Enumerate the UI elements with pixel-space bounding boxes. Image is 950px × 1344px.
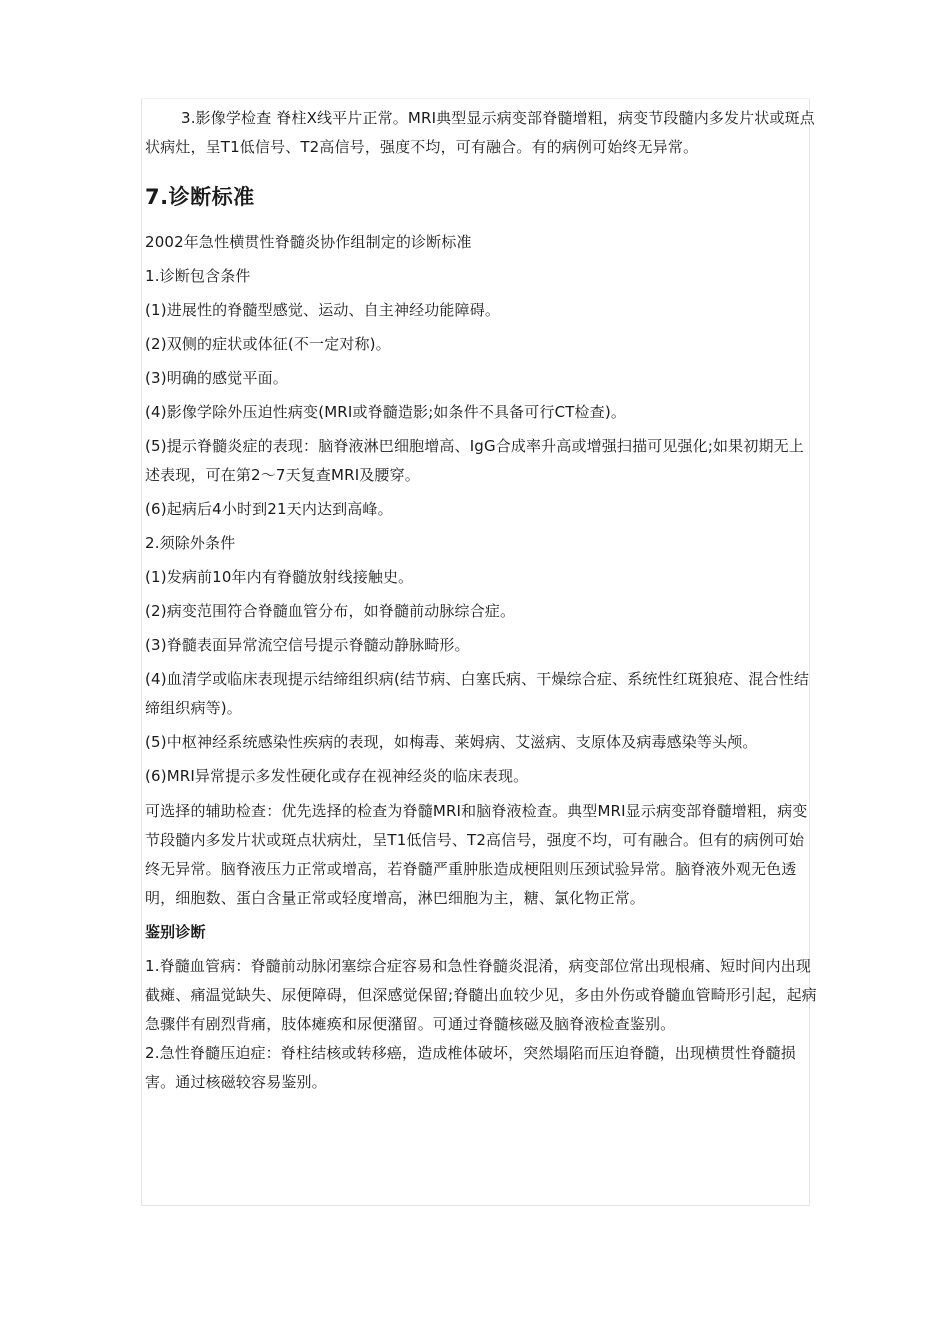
exclude-heading: 2.须除外条件 xyxy=(145,534,236,552)
diff-item: 1.脊髓血管病：脊髓前动脉闭塞综合症容易和急性脊髓炎混淆，病变部位常出现根痛、短时间内出现截瘫、痛温觉缺失、尿便障碍，但深感觉保留;脊髓出血较少见，多由外伤或脊髓血管畸形引起，起病急骤伴有剧烈背痛，肢体瘫痪和尿便潴留。可通过脊髓核磁及脑脊液检查鉴别。 xyxy=(145,957,817,1033)
include-item: (5)提示脊髓炎症的表现：脑脊液淋巴细胞增高、IgG合成率升高或增强扫描可见强化;如果初期无上述表现，可在第2～7天复查MRI及腰穿。 xyxy=(145,437,804,484)
criteria-intro: 2002年急性横贯性脊髓炎协作组制定的诊断标准 xyxy=(145,233,472,251)
include-item: (3)明确的感觉平面。 xyxy=(145,369,288,387)
diff-item: 2.急性脊髓压迫症：脊柱结核或转移癌，造成椎体破坏，突然塌陷而压迫脊髓，出现横贯性脊髓损害。通过核磁较容易鉴别。 xyxy=(145,1044,796,1091)
exclude-item: (3)脊髓表面异常流空信号提示脊髓动静脉畸形。 xyxy=(145,636,470,654)
aux-exam-paragraph: 可选择的辅助检查：优先选择的检查为脊髓MRI和脑脊液检查。典型MRI显示病变部脊髓增粗，病变节段髓内多发片状或斑点状病灶，呈T1低信号、T2高信号，强度不均，可有融合。但有的病例可始终无异常。脑脊液压力正常或增高，若脊髓严重肿胀造成梗阻则压颈试验异常。脑脊液外观无色透明，细胞数、蛋白含量正常或轻度增高，淋巴细胞为主，糖、氯化物正常。 xyxy=(145,802,808,907)
include-item: (4)影像学除外压迫性病变(MRI或脊髓造影;如条件不具备可行CT检查)。 xyxy=(145,403,626,421)
exclude-item: (2)病变范围符合脊髓血管分布，如脊髓前动脉综合症。 xyxy=(145,602,516,620)
exclude-item: (5)中枢神经系统感染性疾病的表现，如梅毒、莱姆病、艾滋病、支原体及病毒感染等头颅。 xyxy=(145,733,758,751)
document-body xyxy=(145,104,817,1097)
section-title: 7.诊断标准 xyxy=(145,185,255,209)
imaging-paragraph: 3.影像学检查 脊柱X线平片正常。MRI典型显示病变部脊髓增粗，病变节段髓内多发片状或斑点状病灶，呈T1低信号、T2高信号，强度不均，可有融合。有的病例可始终无异常。 xyxy=(145,109,815,156)
exclude-item: (6)MRI异常提示多发性硬化或存在视神经炎的临床表现。 xyxy=(145,767,529,785)
include-heading: 1.诊断包含条件 xyxy=(145,267,251,285)
include-item: (6)起病后4小时到21天内达到高峰。 xyxy=(145,500,393,518)
exclude-item: (1)发病前10年内有脊髓放射线接触史。 xyxy=(145,568,414,586)
diff-heading: 鉴别诊断 xyxy=(145,923,206,941)
include-item: (1)进展性的脊髓型感觉、运动、自主神经功能障碍。 xyxy=(145,301,500,319)
exclude-item: (4)血清学或临床表现提示结缔组织病(结节病、白塞氏病、干燥综合症、系统性红斑狼疮、混合性结缔组织病等)。 xyxy=(145,670,810,717)
include-item: (2)双侧的症状或体征(不一定对称)。 xyxy=(145,335,391,353)
